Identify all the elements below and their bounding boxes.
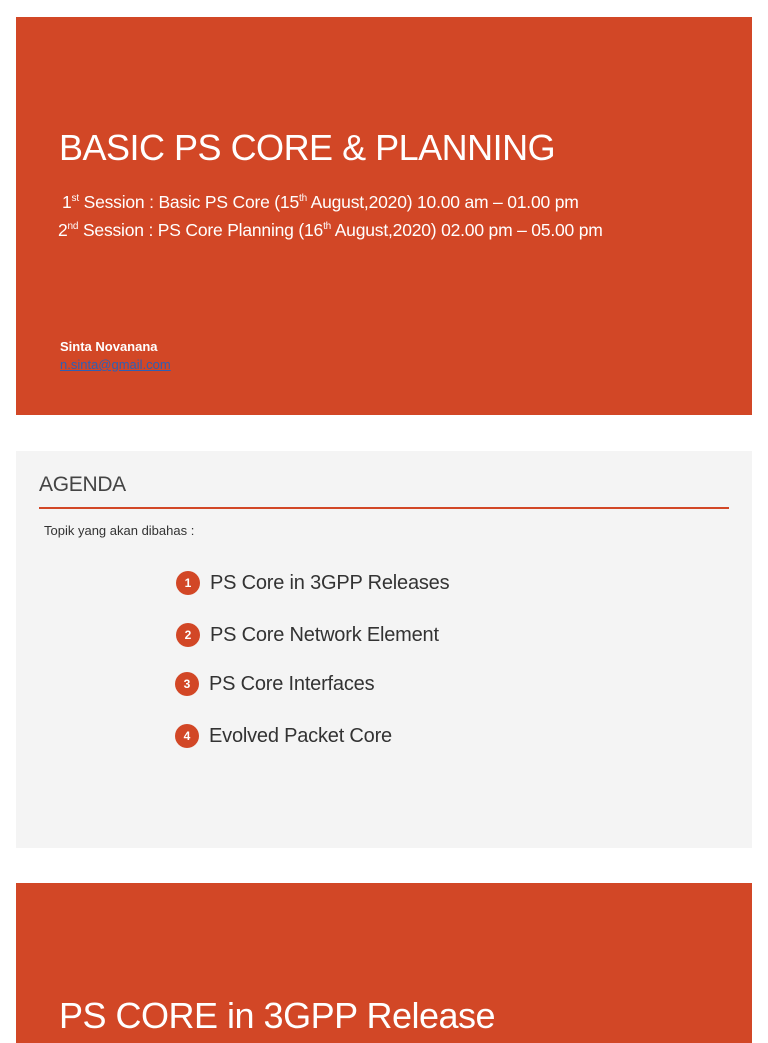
session-1-text-a: Session : Basic PS Core (15 <box>78 192 299 212</box>
session-1-day-ordinal: th <box>299 193 307 205</box>
session-2-line <box>58 220 603 241</box>
number-badge: 4 <box>175 724 199 748</box>
agenda-slide <box>16 451 752 848</box>
agenda-item <box>176 623 439 647</box>
slide-title: BASIC PS CORE & PLANNING <box>59 127 556 168</box>
session-2-number: 2 <box>58 220 68 240</box>
session-1-text-b: August,2020) 10.00 am – 01.00 pm <box>306 192 579 212</box>
session-2-text-b: August,2020) 02.00 pm – 05.00 pm <box>331 220 603 240</box>
section-slide <box>16 883 752 1043</box>
number-badge: 2 <box>176 623 200 647</box>
agenda-intro: Topik yang akan dibahas : <box>44 523 195 538</box>
session-2-day-ordinal: th <box>323 221 332 233</box>
session-2-text-a: Session : PS Core Planning (16 <box>78 220 324 240</box>
session-1-line <box>62 192 579 213</box>
agenda-item <box>176 571 449 595</box>
agenda-divider <box>39 507 729 509</box>
agenda-item-label: Evolved Packet Core <box>209 724 392 747</box>
agenda-title: AGENDA <box>39 473 126 496</box>
title-slide <box>16 17 752 415</box>
number-badge: 3 <box>175 672 199 696</box>
agenda-item-label: PS Core in 3GPP Releases <box>210 571 450 594</box>
session-2-ordinal: nd <box>67 221 79 233</box>
author-email-link[interactable]: n.sinta@gmail.com <box>60 357 171 372</box>
section-title: PS CORE in 3GPP Release <box>59 995 496 1036</box>
number-badge: 1 <box>176 571 200 595</box>
agenda-item <box>175 724 392 748</box>
agenda-item-label: PS Core Interfaces <box>209 672 375 695</box>
author-name: Sinta Novanana <box>60 339 158 354</box>
agenda-item <box>175 672 374 696</box>
session-1-number: 1 <box>62 192 72 212</box>
session-1-ordinal: st <box>71 193 79 205</box>
agenda-item-label: PS Core Network Element <box>210 623 439 646</box>
